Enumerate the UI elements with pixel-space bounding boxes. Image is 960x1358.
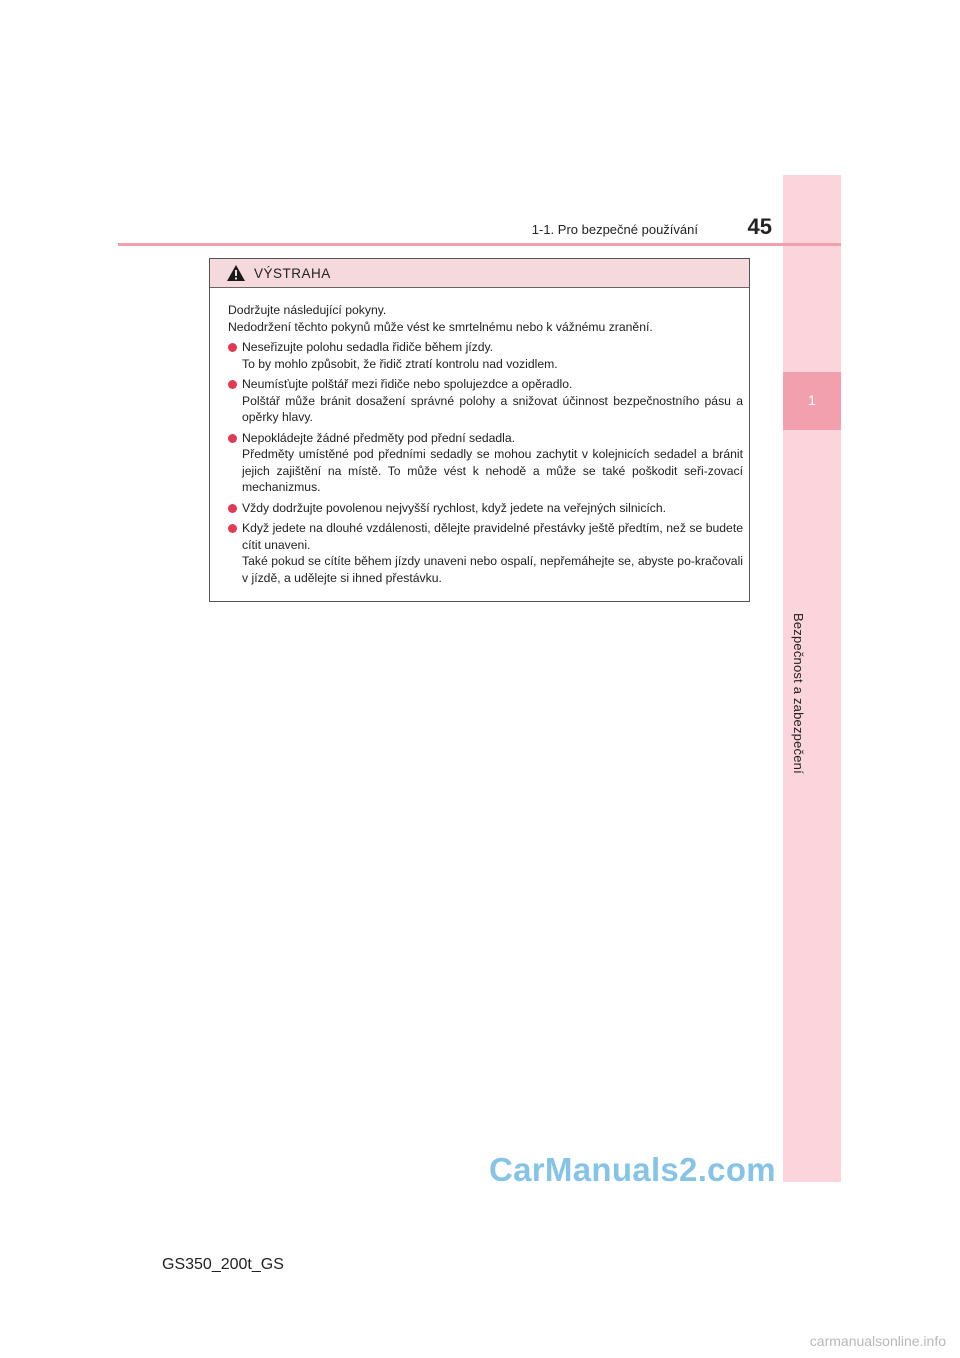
warning-box	[209, 258, 750, 602]
warning-header	[210, 259, 749, 288]
warning-item-line: Polštář může bránit dosažení správné polohy a snižovat účinnost bezpečnostního pásu a opěrky hlavy.	[242, 393, 743, 424]
warning-item	[228, 430, 743, 496]
warning-body	[210, 288, 749, 586]
bullet-icon	[228, 343, 237, 352]
warning-item-line: Předměty umístěné pod předními sedadly se mohou zachytit v kolejnicích sedadel a bránit jejich zajištění na místě. To může vést k nehodě a může se také poškodit seři-zovací mechanizmus.	[242, 447, 743, 494]
bullet-icon	[228, 504, 237, 513]
warning-item-line: Nepokládejte žádné předměty pod přední sedadla.	[242, 430, 516, 445]
warning-item-line: Vždy dodržujte povolenou nejvyšší rychlost, když jedete na veřejných silnicích.	[242, 500, 667, 515]
warning-item-line: To by mohlo způsobit, že řidič ztratí kontrolu nad vozidlem.	[242, 356, 558, 371]
warning-item-line: Neseřizujte polohu sedadla řidiče během jízdy.	[242, 340, 494, 354]
warning-intro-line: Nedodržení těchto pokynů může vést ke smrtelnému nebo k vážnému zranění.	[228, 319, 653, 334]
warning-item-line: Když jedete na dlouhé vzdálenosti, dělejte pravidelné přestávky ještě předtím, než se budete cítit unaveni.	[242, 521, 743, 552]
chapter-number: 1	[808, 392, 816, 408]
model-code: GS350_200t_GS	[162, 1256, 284, 1273]
header-rule	[118, 243, 841, 246]
section-title: 1-1. Pro bezpečné používání	[531, 222, 698, 237]
bullet-icon	[228, 380, 237, 389]
page-number: 45	[747, 214, 772, 239]
chapter-title: Bezpečnost a zabezpečení	[791, 613, 806, 774]
warning-item	[228, 520, 743, 586]
warning-triangle-icon	[226, 264, 246, 282]
warning-item	[228, 500, 743, 517]
warning-title: VÝSTRAHA	[254, 265, 331, 281]
warning-item	[228, 339, 743, 372]
warning-item-line: Neumísťujte polštář mezi řidiče nebo spolujezdce a opěradlo.	[242, 377, 573, 391]
warning-item-line: Také pokud se cítíte během jízdy unaveni nebo ospalí, nepřemáhejte se, abyste po-kračovali v jízdě, a udělejte si ihned přestávku.	[242, 554, 743, 585]
watermark-carmanualsonline[interactable]: carmanualsonline.info	[809, 1333, 946, 1349]
watermark-carmanuals2[interactable]: CarManuals2.com	[489, 1151, 776, 1188]
chapter-side-tab	[783, 175, 841, 1182]
bullet-icon	[228, 524, 237, 533]
warning-intro-line: Dodržujte následující pokyny.	[228, 303, 387, 317]
warning-item	[228, 376, 743, 426]
bullet-icon	[228, 434, 237, 443]
